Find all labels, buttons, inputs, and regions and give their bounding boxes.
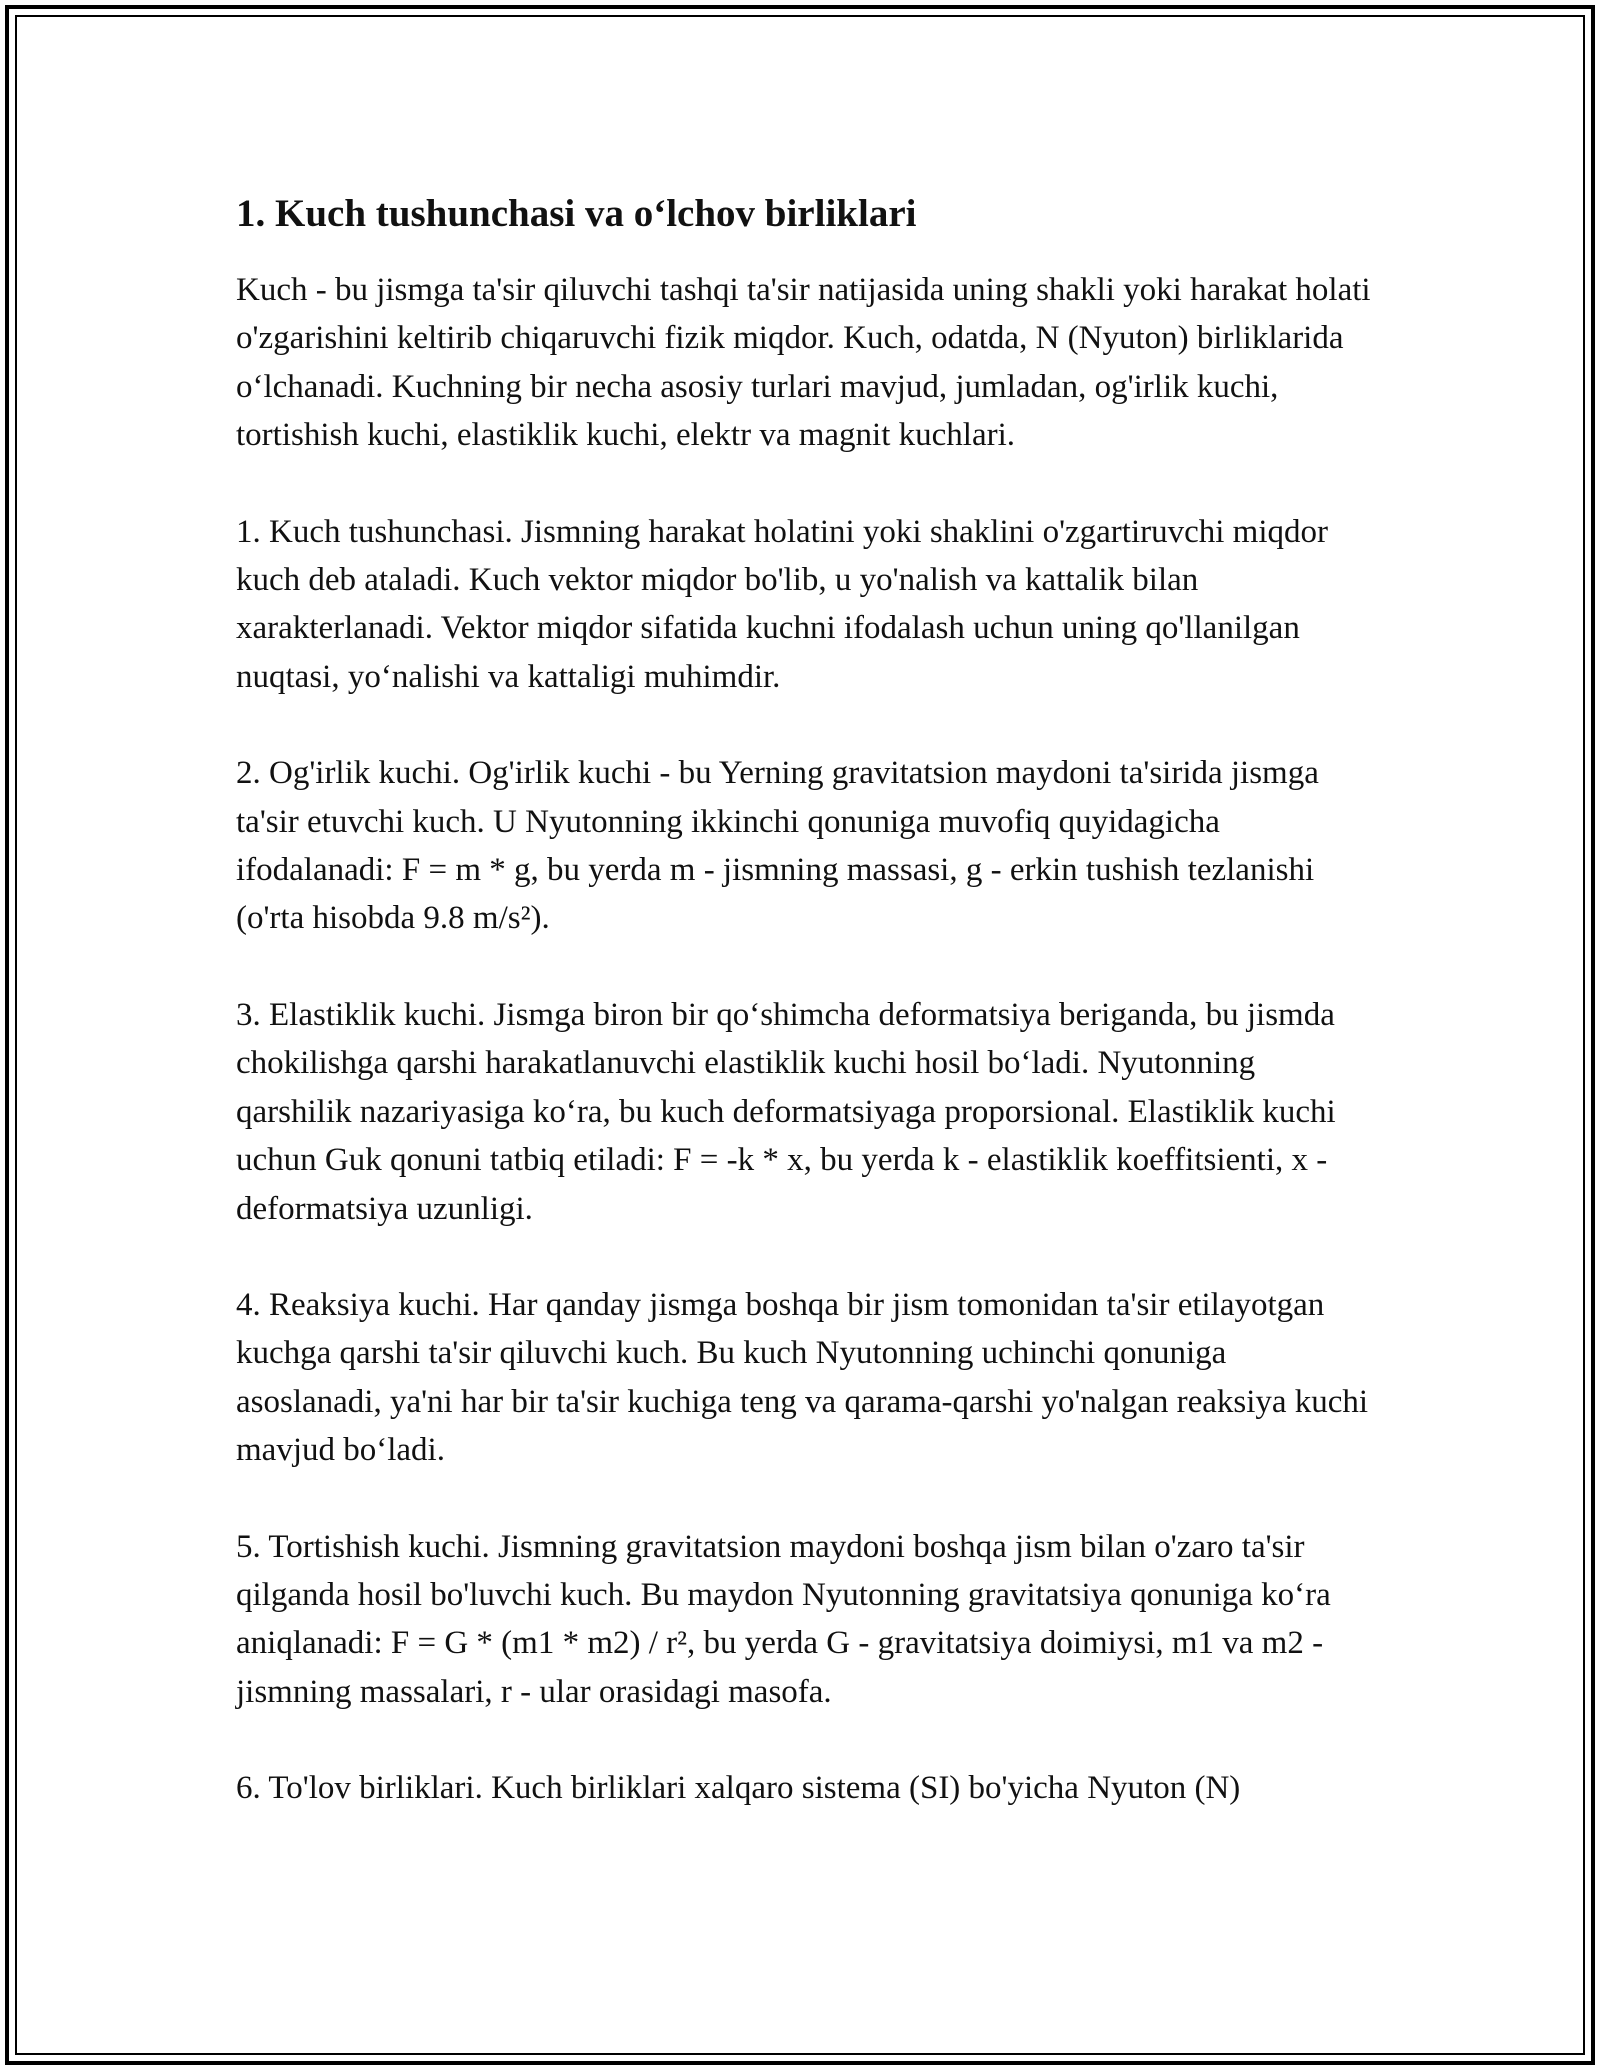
paragraph-reaction-force: 4. Reaksiya kuchi. Har qanday jismga boshqa bir jism tomonidan ta'sir etilayotgan kuchga qarshi ta'sir qiluvchi kuch. Bu kuch Nyutonning uchinchi qonuniga asoslanadi, ya'ni har bir ta'sir kuchiga teng va qarama-qarshi yo'nalgan reaksiya kuchi mavjud bo‘ladi. <box>236 1286 1369 1469</box>
document-title: 1. Kuch tushunchasi va o‘lchov birliklari <box>236 192 917 235</box>
paragraph-gravity-weight: 2. Og'irlik kuchi. Og'irlik kuchi - bu Yerning gravitatsion maydoni ta'sirida jismga ta'sir etuvchi kuch. U Nyutonning ikkinchi qonuniga muvofiq quyidagicha ifodalanadi: F = m * g, bu yerda m - jismning massasi, g - erkin tushish tezlanishi (o'rta hisobda 9.8 m/s²). <box>236 755 1319 937</box>
paragraph-gravitational-force: 5. Tortishish kuchi. Jismning gravitatsion maydoni boshqa jism bilan o'zaro ta'sir qilganda hosil bo'luvchi kuch. Bu maydon Nyutonning gravitatsiya qonuniga ko‘ra aniqlanadi: F = G * (m1 * m2) / r², bu yerda G - gravitatsiya doimiysi, m1 va m2 - jismning massalari, r - ular orasidagi masofa. <box>236 1528 1331 1710</box>
paragraph-force-concept: 1. Kuch tushunchasi. Jismning harakat holatini yoki shaklini o'zgartiruvchi miqdor kuch deb ataladi. Kuch vektor miqdor bo'lib, u yo'nalish va kattalik bilan xarakterlanadi. Vektor miqdor sifatida kuchni ifodalash uchun uning qo'llanilgan nuqtasi, yo‘nalishi va kattaligi muhimdir. <box>236 513 1329 695</box>
document-body <box>236 186 1376 1861</box>
paragraph-intro: Kuch - bu jismga ta'sir qiluvchi tashqi ta'sir natijasida uning shakli yoki harakat holati o'zgarishini keltirib chiqaruvchi fizik miqdor. Kuch, odatda, N (Nyuton) birliklarida o‘lchanadi. Kuchning bir necha asosiy turlari mavjud, jumladan, og'irlik kuchi, tortishish kuchi, elastiklik kuchi, elektr va magnit kuchlari. <box>236 272 1371 454</box>
paragraph-units: 6. To'lov birliklari. Kuch birliklari xalqaro sistema (SI) bo'yicha Nyuton (N) <box>236 1770 1241 1807</box>
paragraph-elastic-force: 3. Elastiklik kuchi. Jismga biron bir qo‘shimcha deformatsiya beriganda, bu jismda chokilishga qarshi harakatlanuvchi elastiklik kuchi hosil bo‘ladi. Nyutonning qarshilik nazariyasiga ko‘ra, bu kuch deformatsiyaga proporsional. Elastiklik kuchi uchun Guk qonuni tatbiq etiladi: F = -k * x, bu yerda k - elastiklik koeffitsienti, x - deformatsiya uzunligi. <box>236 996 1336 1227</box>
